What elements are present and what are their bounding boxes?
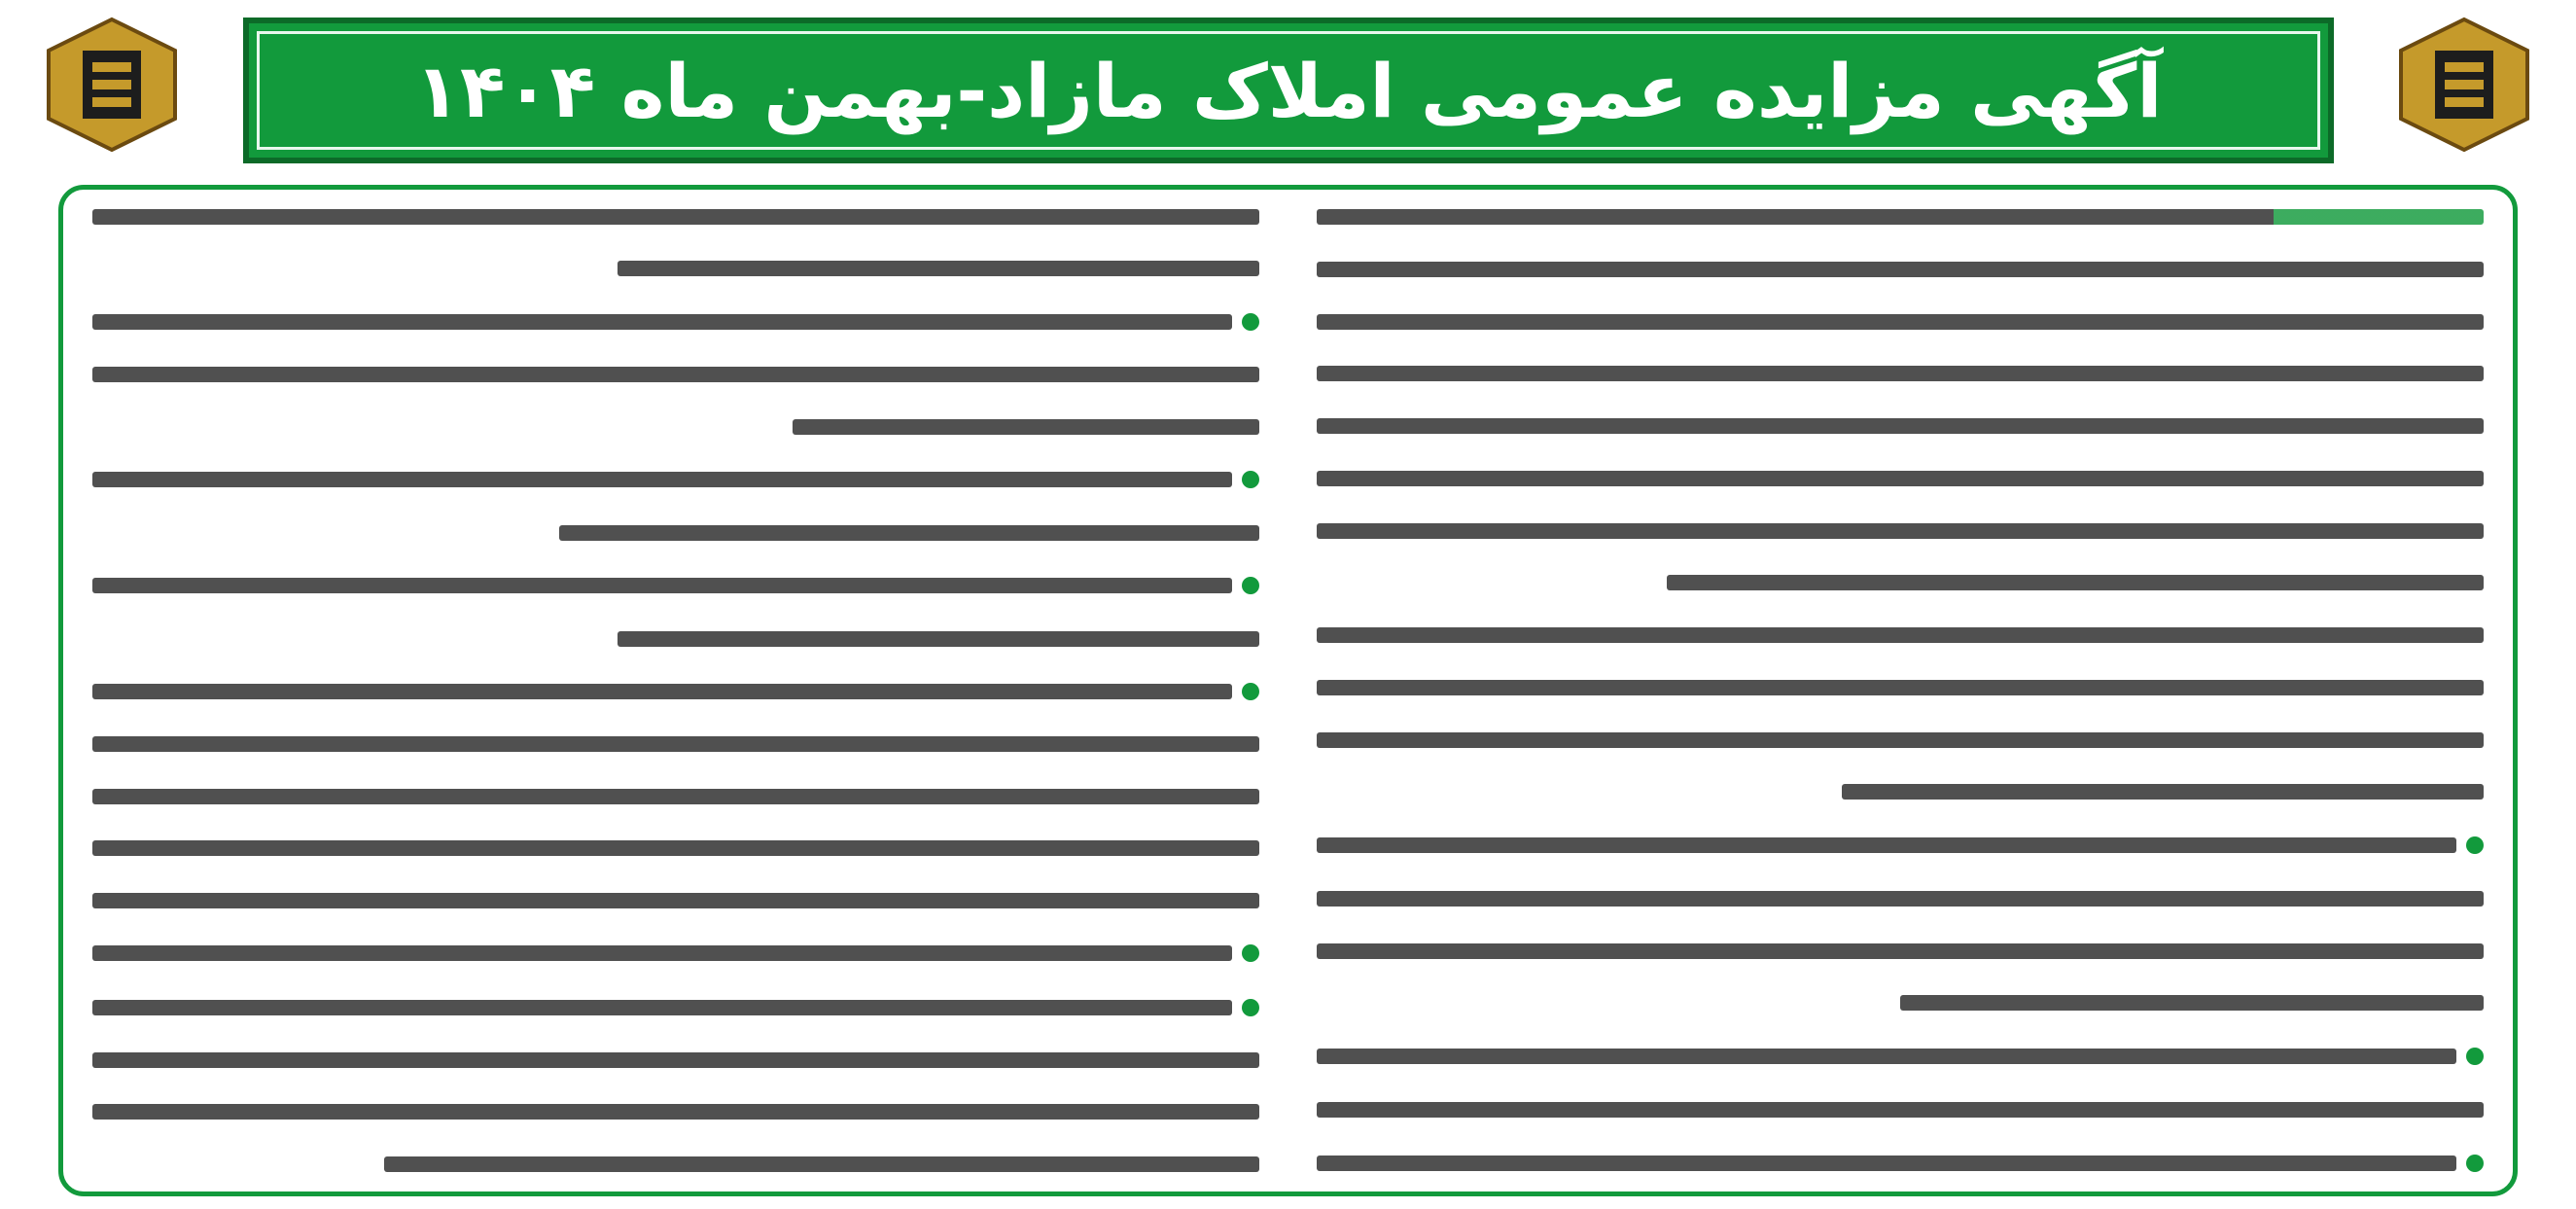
list-item bbox=[1317, 1048, 2484, 1065]
list-item bbox=[92, 577, 1259, 594]
list-item bbox=[1317, 836, 2484, 854]
list-item bbox=[92, 313, 1259, 331]
bullet-icon bbox=[2466, 1155, 2484, 1172]
text-line bbox=[1317, 314, 2484, 330]
bullet-icon bbox=[1242, 944, 1259, 962]
text-line bbox=[92, 209, 1259, 225]
text-line bbox=[1317, 418, 2484, 434]
body-column-left bbox=[92, 209, 1259, 1172]
text-line bbox=[1317, 523, 2484, 539]
text-line bbox=[1317, 262, 2484, 277]
text-line bbox=[1900, 995, 2484, 1011]
text-line bbox=[1317, 209, 2484, 225]
text-line bbox=[1317, 891, 2484, 907]
text-line bbox=[618, 631, 1259, 647]
text-line bbox=[92, 893, 1259, 908]
notice-header bbox=[243, 18, 2334, 163]
notice-body bbox=[58, 185, 2518, 1196]
text-line bbox=[92, 1104, 1259, 1120]
notice-title: آگهی مزایده عمومی املاک مازاد-بهمن ماه ۱۴۰۴ bbox=[414, 47, 2163, 134]
text-line bbox=[1667, 575, 2484, 590]
bullet-icon bbox=[1242, 999, 1259, 1016]
text-line bbox=[1317, 627, 2484, 643]
text-line bbox=[1317, 1102, 2484, 1118]
text-line bbox=[1317, 943, 2484, 959]
text-line bbox=[1842, 784, 2484, 800]
bullet-icon bbox=[1242, 577, 1259, 594]
text-line bbox=[1317, 471, 2484, 486]
bank-logo-icon bbox=[2391, 12, 2537, 158]
bullet-icon bbox=[2466, 1048, 2484, 1065]
list-item bbox=[92, 944, 1259, 962]
body-column-right bbox=[1317, 209, 2484, 1172]
bullet-icon bbox=[1242, 313, 1259, 331]
text-line bbox=[559, 525, 1259, 541]
text-line bbox=[793, 419, 1259, 435]
text-line bbox=[1317, 732, 2484, 748]
text-line bbox=[92, 367, 1259, 382]
list-item bbox=[92, 683, 1259, 700]
text-line bbox=[1317, 680, 2484, 695]
text-line bbox=[384, 1156, 1259, 1172]
text-line bbox=[92, 840, 1259, 856]
bullet-icon bbox=[2466, 836, 2484, 854]
bank-logo-icon bbox=[39, 12, 185, 158]
list-item bbox=[92, 471, 1259, 488]
bullet-icon bbox=[1242, 471, 1259, 488]
text-line bbox=[618, 261, 1259, 276]
text-line bbox=[92, 789, 1259, 804]
text-line bbox=[92, 1052, 1259, 1068]
text-line bbox=[92, 736, 1259, 752]
bullet-icon bbox=[1242, 683, 1259, 700]
text-line bbox=[1317, 366, 2484, 381]
list-item bbox=[1317, 1155, 2484, 1172]
list-item bbox=[92, 999, 1259, 1016]
